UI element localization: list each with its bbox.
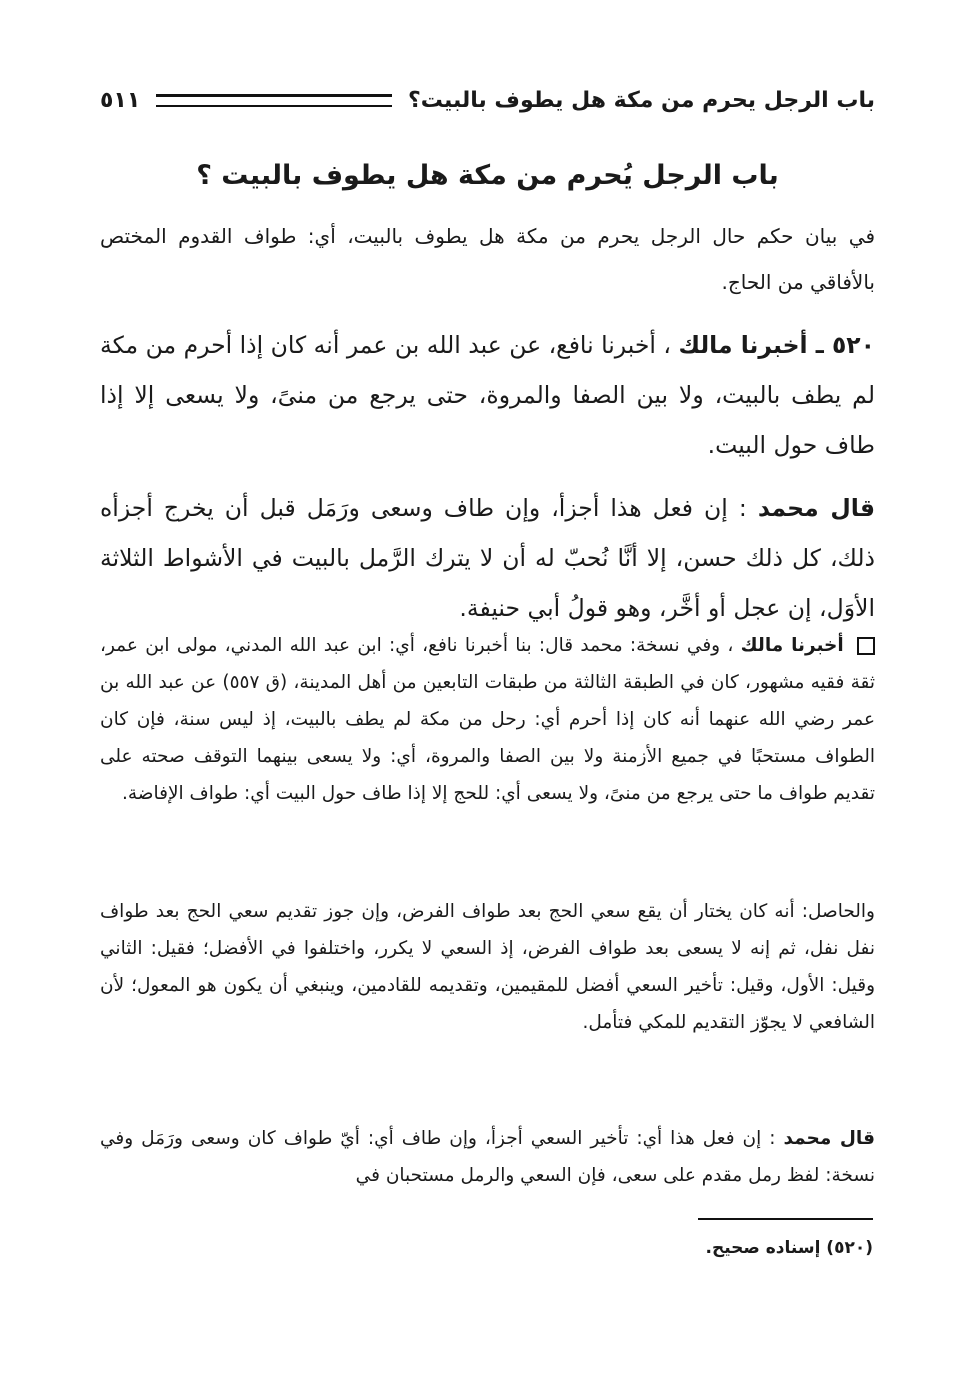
commentary-paragraph: [100, 1120, 875, 1194]
hadith-number-and-narrator: ٥٢٠ ـ أخبرنا مالك: [678, 331, 875, 359]
commentary-lead: قال محمد: [783, 1128, 875, 1149]
commentary-paragraph: والحاصل: أنه كان يختار أن يقع سعي الحج بعد طواف الفرض، وإن جوز تقديم سعي الحج بعد طواف نفل نفل، ثم إنه لا يسعى بعد طواف الفرض، إذ السعي لا يكرر، واختلفوا في الأفضل؛ فقيل: الثاني وقيل: الأول، وقيل: تأخير السعي أفضل للمقيمين، وتقديمه للقادمين، وينبغي أن يكون هو المعول؛ لأن الشافعي لا يجوّز التقديم للمكي فتأمل.: [100, 901, 875, 1033]
header-rule: [156, 94, 392, 107]
page-number: ٥١١: [100, 87, 141, 113]
hadith-paragraph: [100, 320, 875, 470]
hadith-text: ، أخبرنا نافع، عن عبد الله بن عمر أنه كان إذا أحرم من مكة لم يطف بالبيت، ولا بين الصفا والمروة، حتى يرجع من منىً، ولا يسعى إلا إذا طاف حول البيت.: [99, 331, 875, 459]
running-title: باب الرجل يحرم من مكة هل يطوف بالبيت؟: [407, 87, 875, 113]
commentary-lead: أخبرنا مالك: [740, 635, 844, 656]
footnote-rule: [698, 1218, 873, 1220]
muhammad-label: قال محمد: [757, 494, 875, 522]
intro-paragraph: في بيان حكم حال الرجل يحرم من مكة هل يطوف بالبيت، أي: طواف القدوم المختص بالأفاقي من الحاج.: [100, 224, 875, 294]
square-marker-icon: [857, 637, 875, 655]
commentary-text: : إن فعل هذا أي: تأخير السعي أجزأ، وإن طاف أي: أيّ طواف كان وسعى ورَمَل وفي نسخة: لفظ رمل مقدم على سعى، فإن السعي والرمل مستحبان في: [100, 1128, 875, 1186]
commentary-paragraph: [100, 627, 875, 812]
muhammad-text: : إن فعل هذا أجزأ، وإن طاف وسعى ورَمَل قبل أن يخرج أجزأه ذلك، كل ذلك حسن، إلا أنَّا نُحبّ له أن لا يترك الرَّمل بالبيت في الأشواط الثلاثة الأوَل، إن عجل أو أخَّر، وهو قولُ أبي حنيفة.: [100, 494, 875, 622]
commentary-text: ، وفي نسخة: محمد قال: بنا أخبرنا نافع، أي: ابن عبد الله المدني، مولى ابن عمر، ثقة فقيه مشهور، كان في الطبقة الثالثة من طبقات التابعين من أهل المدينة، (ق ٥٥٧) عن عبد الله بن عمر رضي الله عنهما أنه كان إذا أحرم أي: رحل من مكة لم يطف بالبيت، إذ ليس سنة، فإن كان الطواف مستحبًا في جميع الأزمنة ولا بين الصفا والمروة، أي: ولا يسعى بينهما التوقف صحته على تقديم طواف ما حتى يرجع من منىً، ولا يسعى أي: للحج إلا إذا طاف حول البيت أي: طواف الإفاضة.: [100, 635, 875, 804]
muhammad-statement: [100, 483, 875, 633]
footnote: (٥٢٠) إسناده صحيح.: [705, 1238, 873, 1258]
chapter-title: باب الرجل يُحرم من مكة هل يطوف بالبيت ؟: [196, 160, 779, 191]
running-header: [100, 80, 875, 120]
